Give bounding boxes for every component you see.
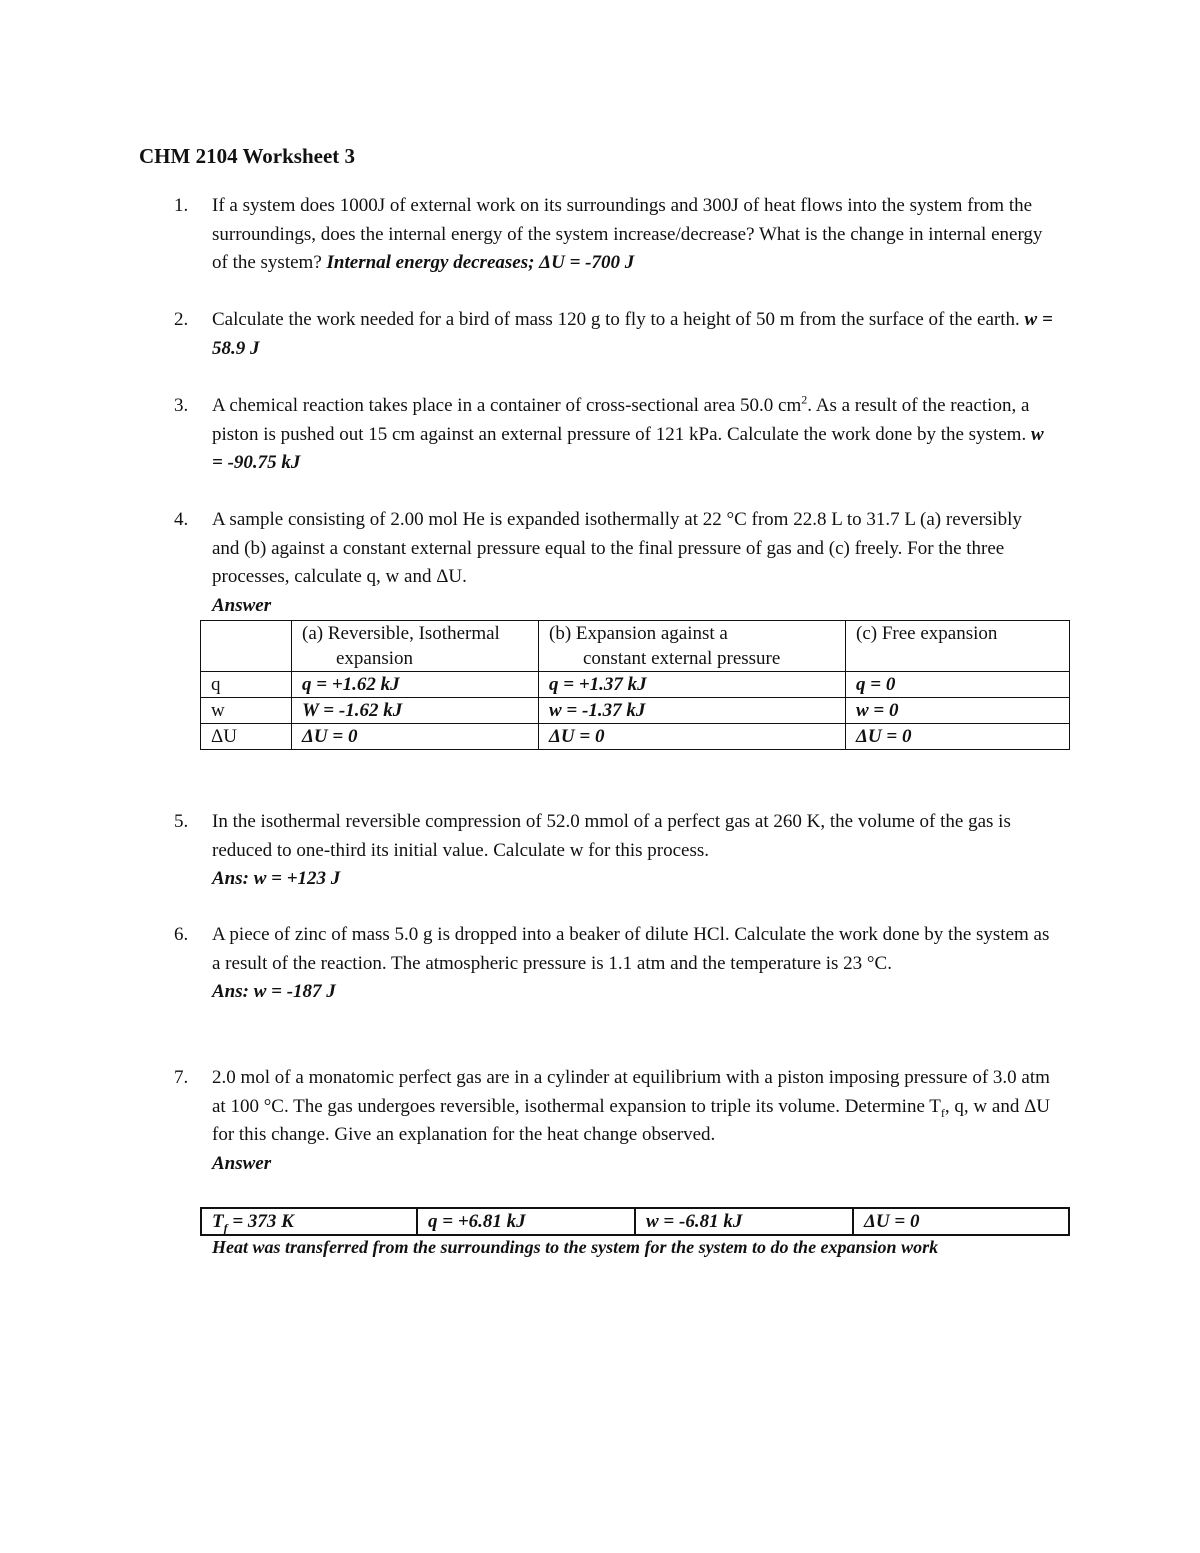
question-text: If a system does 1000J of external work on its surroundings and 300J of heat flows into the system from the surroundings, does the internal energy of the system increase/decrease? What is the change in internal energy of the system? Internal energy decreases; ΔU = -700 J [212,195,1043,273]
question-text: A chemical reaction takes place in a container of cross-sectional area 50.0 $cm^2$. As a result of the reaction, a piston is pushed out 15 cm against an external pressure of 121 kPa. Calculate the work done by the system. w = -90.75 kJ [212,392,1044,473]
answer-label: Answer [212,1152,272,1174]
question-text: In the isothermal reversible compression of 52.0 mmol of a perfect gas at 260 K, the volume of the gas is reduced to one-third its initial value. Calculate w for this process. [212,811,1011,861]
question-2 [174,306,1054,363]
answer-table-q7 [200,1207,1070,1236]
question-text: 2.0 mol of a monatomic perfect gas are in a cylinder at equilibrium with a piston imposing pressure of 3.0 atm at 100 °C. The gas undergoes reversible, isothermal expansion to triple its volume. Determine $T_f$, q, w and ΔU for this change. Give an explanation for the heat change observed. [212,1067,1051,1145]
row-label: w [201,698,292,724]
answer: Internal energy decreases; ΔU = -700 J [326,252,635,273]
question-number: 2. [174,309,189,330]
answer-label: Answer [212,594,272,616]
table-cell: ΔU = 0 [539,724,846,750]
table-cell: q = +1.37 kJ [539,672,846,698]
table-cell: w = -1.37 kJ [539,698,846,724]
table-header-cell: (c) Free expansion [846,621,1070,672]
question-number: 1. [174,195,189,216]
question-number: 7. [174,1067,189,1088]
question-4 [174,506,1054,620]
question-text: A sample consisting of 2.00 mol He is expanded isothermally at 22 °C from 22.8 L to 31.7 L (a) reversibly and (b) against a constant external pressure equal to the final pressure of gas and (c) freely. For the three processes, calculate q, w and ΔU. [212,509,1022,587]
table-header-cell: (a) Reversible, Isothermal expansion [292,621,539,672]
table-row [201,672,1070,698]
question-number: 5. [174,811,189,832]
question-6 [174,921,1054,1007]
explanation-note: Heat was transferred from the surroundings to the system for the system to do the expansion work [212,1237,939,1257]
table-row [201,724,1070,750]
question-number: 6. [174,924,189,945]
table-row [201,698,1070,724]
row-label: ΔU [201,724,292,750]
table-row [201,1208,1069,1235]
table-cell: ΔU = 0 [846,724,1070,750]
table-header-row [201,621,1070,672]
answer-table-q4 [200,620,1070,750]
answer: w = 58.9 J [212,309,1053,359]
table-cell: ΔU = 0 [292,724,539,750]
table-cell: W = -1.62 kJ [292,698,539,724]
question-3 [174,392,1054,478]
table-cell: w = 0 [846,698,1070,724]
table-cell: q = +1.62 kJ [292,672,539,698]
worksheet-title: CHM 2104 Worksheet 3 [139,144,356,168]
table-cell: q = +6.81 kJ [417,1208,635,1235]
row-label: q [201,672,292,698]
table-cell: q = 0 [846,672,1070,698]
question-5 [174,808,1054,894]
answer: w = -90.75 kJ [212,423,1044,473]
question-number: 4. [174,509,189,530]
table-cell: w = -6.81 kJ [635,1208,853,1235]
table-header-cell [201,621,292,672]
table-cell: ΔU = 0 [853,1208,1069,1235]
answer: Ans: w = -187 J [212,981,336,1002]
question-text: Calculate the work needed for a bird of mass 120 g to fly to a height of 50 m from the surface of the earth. w = 58.9 J [212,309,1053,359]
question-text: A piece of zinc of mass 5.0 g is dropped into a beaker of dilute HCl. Calculate the work done by the system as a result of the reaction. The atmospheric pressure is 1.1 atm and the temperature is 23 °C. [212,924,1050,974]
answer: Ans: w = +123 J [212,868,341,889]
table-cell: $T_f = 373$ K [201,1208,417,1235]
question-7 [174,1064,1054,1178]
question-1 [174,192,1054,278]
table-header-cell: (b) Expansion against a constant external pressure [539,621,846,672]
question-number: 3. [174,395,189,416]
